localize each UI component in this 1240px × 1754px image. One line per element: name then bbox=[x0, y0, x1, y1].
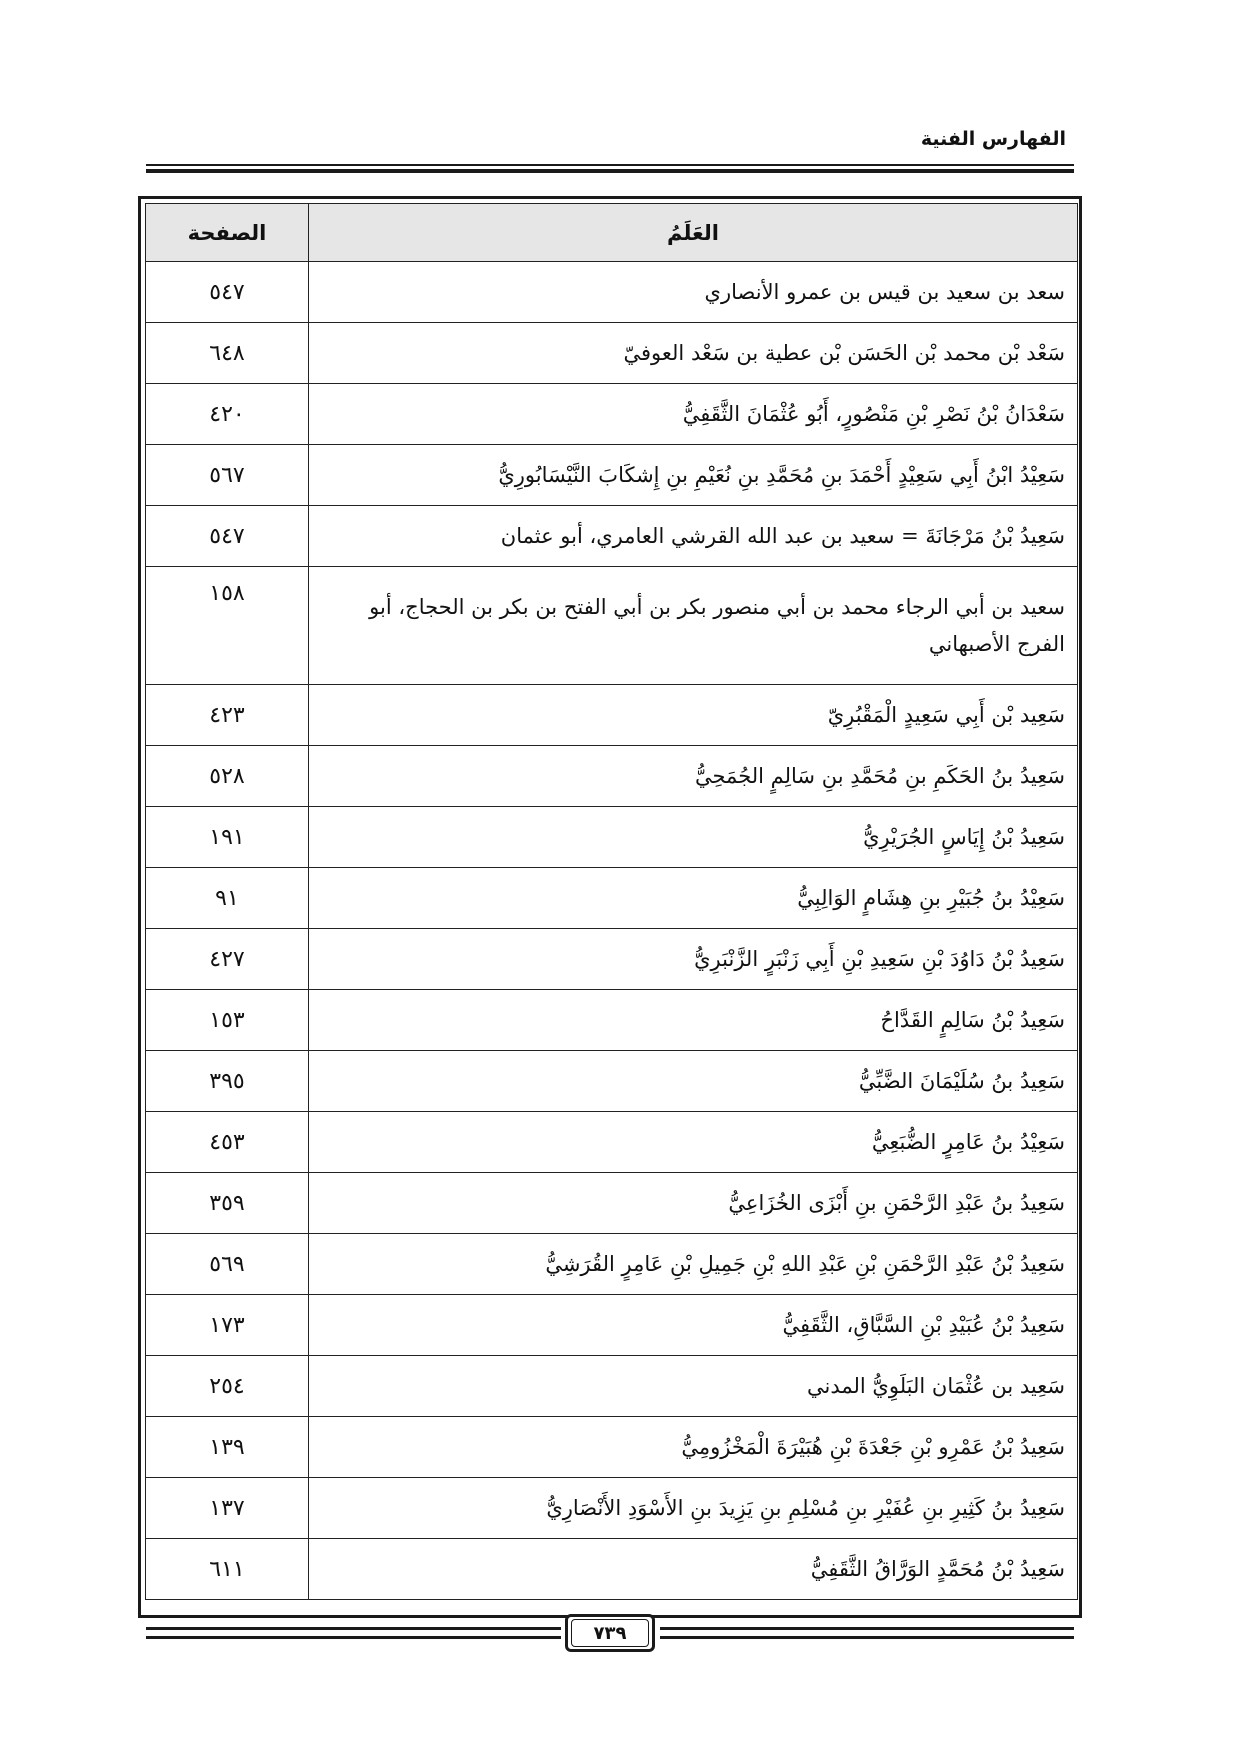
entry-name: سَعِيدُ بنُ عَبْدِ الرَّحْمَنِ بنِ أَبْزَى الخُزَاعِيُّ bbox=[309, 1173, 1078, 1234]
entry-name: سَعِيد بْن أَبِي سَعِيدٍ الْمَقْبُرِيّ bbox=[309, 685, 1078, 746]
running-header: الفهارس الفنية bbox=[920, 128, 1066, 150]
entry-name: سَعِيدُ بنُ سُلَيْمَانَ الضَّبِّيُّ bbox=[309, 1051, 1078, 1112]
table-row bbox=[146, 567, 1078, 685]
page-number-box bbox=[565, 1614, 655, 1652]
table-row bbox=[146, 929, 1078, 990]
entry-page: ١٧٣ bbox=[146, 1295, 309, 1356]
entry-page: ٢٥٤ bbox=[146, 1356, 309, 1417]
entry-name: سَعِيْدُ بنُ جُبَيْرِ بنِ هِشَامٍ الوَالِبِيُّ bbox=[309, 868, 1078, 929]
table-row bbox=[146, 746, 1078, 807]
entry-page: ٣٥٩ bbox=[146, 1173, 309, 1234]
table-row bbox=[146, 1173, 1078, 1234]
entry-page: ١٥٣ bbox=[146, 990, 309, 1051]
table-row bbox=[146, 1051, 1078, 1112]
table-row bbox=[146, 990, 1078, 1051]
table-row bbox=[146, 1295, 1078, 1356]
entry-name: سَعْدَانُ بْنُ نَصْرِ بْنِ مَنْصُورٍ، أَبُو عُثْمَانَ الثَّقَفِيُّ bbox=[309, 384, 1078, 445]
entry-name: سَعِيدُ بْنُ دَاوُدَ بْنِ سَعِيدِ بْنِ أَبِي زَنْبَرٍ الزَّنْبَرِيُّ bbox=[309, 929, 1078, 990]
table-row bbox=[146, 868, 1078, 929]
table-row bbox=[146, 807, 1078, 868]
table-row bbox=[146, 506, 1078, 567]
index-table bbox=[145, 203, 1078, 1600]
index-table-frame bbox=[138, 196, 1082, 1618]
entry-page: ٥٦٩ bbox=[146, 1234, 309, 1295]
header-rule-thick bbox=[146, 169, 1074, 173]
entry-page: ٥٦٧ bbox=[146, 445, 309, 506]
table-row bbox=[146, 1539, 1078, 1600]
table-row bbox=[146, 1234, 1078, 1295]
table-row bbox=[146, 1112, 1078, 1173]
entry-name: سَعِيدُ بْنُ مُحَمَّدٍ الوَرَّاقُ الثَّقَفِيُّ bbox=[309, 1539, 1078, 1600]
table-row bbox=[146, 1417, 1078, 1478]
entry-page: ١٣٩ bbox=[146, 1417, 309, 1478]
entry-page: ٤٢٣ bbox=[146, 685, 309, 746]
entry-name: سعد بن سعيد بن قيس بن عمرو الأنصاري bbox=[309, 262, 1078, 323]
entry-page: ١٣٧ bbox=[146, 1478, 309, 1539]
table-row bbox=[146, 384, 1078, 445]
column-header-page: الصفحة bbox=[146, 204, 309, 262]
entry-page: ٤٢٠ bbox=[146, 384, 309, 445]
entry-page: ١٩١ bbox=[146, 807, 309, 868]
table-header-row bbox=[146, 204, 1078, 262]
table-row bbox=[146, 1478, 1078, 1539]
entry-name: سَعِيدُ بنُ كَثِيرِ بنِ عُفَيْرِ بنِ مُسْلِمِ بنِ يَزِيدَ بنِ الأَسْوَدِ الأَنْصَارِيُّ bbox=[309, 1478, 1078, 1539]
footer-rule-right-top bbox=[660, 1627, 1074, 1630]
footer-rule-left-bottom bbox=[146, 1636, 561, 1639]
entry-name: سَعِيدُ بْنُ إِيَاسٍ الجُرَيْرِيُّ bbox=[309, 807, 1078, 868]
entry-page: ٣٩٥ bbox=[146, 1051, 309, 1112]
column-header-name: العَلَمُ bbox=[309, 204, 1078, 262]
header-rule-thin bbox=[146, 164, 1074, 166]
entry-name: سَعِيد بن عُثْمَان البَلَوِيُّ المدني bbox=[309, 1356, 1078, 1417]
entry-name: سَعِيدُ بْنُ عَبْدِ الرَّحْمَنِ بْنِ عَبْدِ اللهِ بْنِ جَمِيلِ بْنِ عَامِرٍ القُرَشِيُّ bbox=[309, 1234, 1078, 1295]
entry-page: ٤٥٣ bbox=[146, 1112, 309, 1173]
entry-name: سَعْد بْن محمد بْن الحَسَن بْن عطية بن سَعْد العوفيّ bbox=[309, 323, 1078, 384]
entry-name: سَعِيدُ بنُ الحَكَمِ بنِ مُحَمَّدِ بنِ سَالِمٍ الجُمَحِيُّ bbox=[309, 746, 1078, 807]
entry-page: ٦١١ bbox=[146, 1539, 309, 1600]
entry-name: سَعِيْدُ بنُ عَامِرٍ الضُّبَعِيُّ bbox=[309, 1112, 1078, 1173]
entry-page: ٥٤٧ bbox=[146, 506, 309, 567]
entry-page: ٩١ bbox=[146, 868, 309, 929]
table-row bbox=[146, 445, 1078, 506]
table-row bbox=[146, 1356, 1078, 1417]
table-row bbox=[146, 262, 1078, 323]
entry-page: ٥٢٨ bbox=[146, 746, 309, 807]
entry-name: سَعِيدُ بْنُ سَالِمٍ القَدَّاحُ bbox=[309, 990, 1078, 1051]
table-row bbox=[146, 323, 1078, 384]
page-number: ٧٣٩ bbox=[571, 1619, 649, 1647]
entry-page: ٦٤٨ bbox=[146, 323, 309, 384]
entry-name: سَعِيدُ بْنُ مَرْجَانَةَ = سعيد بن عبد الله القرشي العامري، أبو عثمان bbox=[309, 506, 1078, 567]
entry-page: ١٥٨ bbox=[146, 567, 309, 685]
entry-name: سَعِيدُ بْنُ عُبَيْدِ بْنِ السَّبَّاقِ، الثَّقَفِيُّ bbox=[309, 1295, 1078, 1356]
entry-name: سَعِيدُ بْنُ عَمْرِو بْنِ جَعْدَةَ بْنِ هُبَيْرَةَ الْمَخْزُومِيُّ bbox=[309, 1417, 1078, 1478]
footer-rule-right-bottom bbox=[660, 1636, 1074, 1639]
entry-page: ٥٤٧ bbox=[146, 262, 309, 323]
entry-name: سَعِيْدُ ابْنُ أَبِي سَعِيْدٍ أَحْمَدَ بنِ مُحَمَّدِ بنِ نُعَيْمِ بنِ إِشكَابَ النَّيْسَابُورِيُّ bbox=[309, 445, 1078, 506]
table-row bbox=[146, 685, 1078, 746]
footer-rule-left-top bbox=[146, 1627, 561, 1630]
entry-page: ٤٢٧ bbox=[146, 929, 309, 990]
entry-name: سعيد بن أبي الرجاء محمد بن أبي منصور بكر بن أبي الفتح بن بكر بن الحجاج، أبو الفرج الأصبهاني bbox=[309, 567, 1078, 685]
